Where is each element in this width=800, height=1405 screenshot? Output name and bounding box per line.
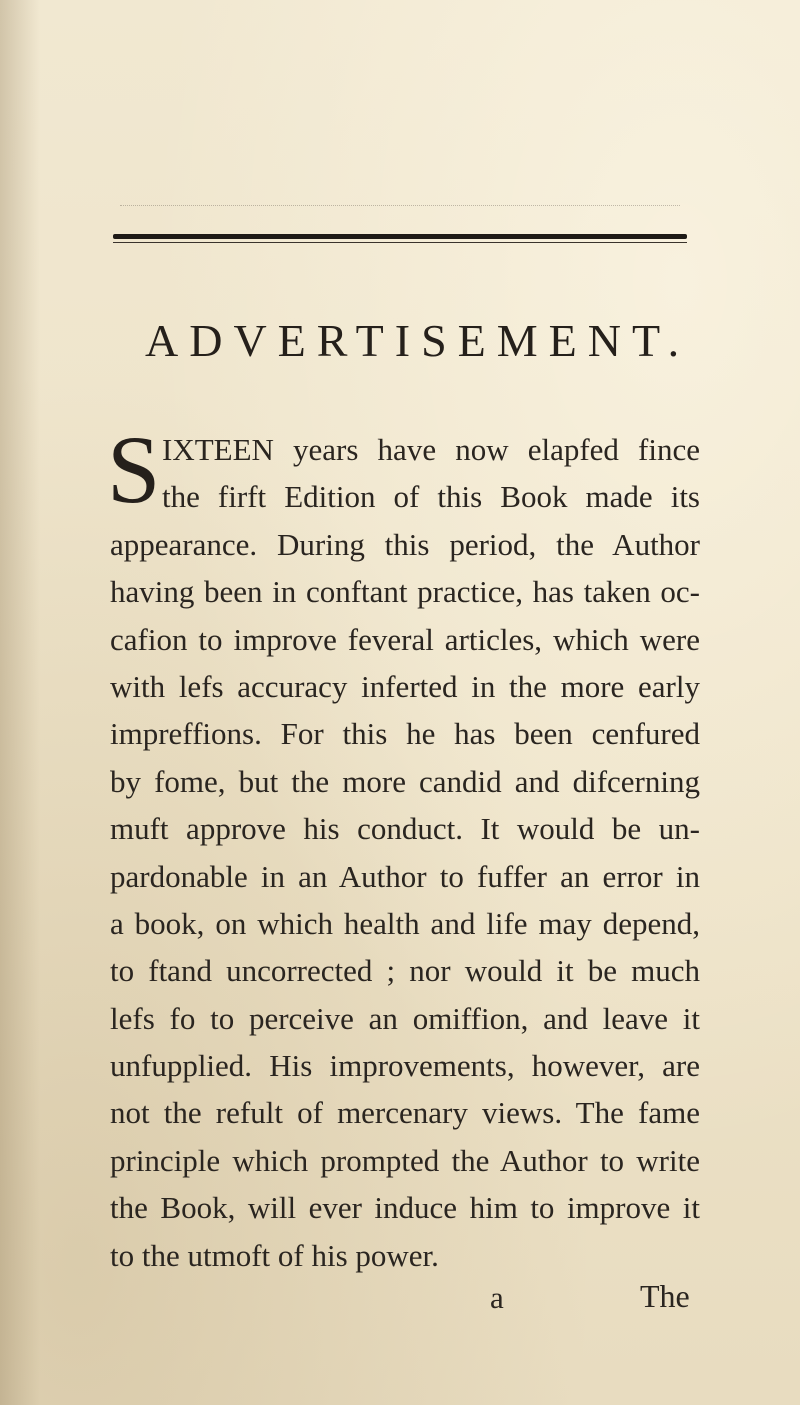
text-line: appearance. During this period, the Author	[110, 526, 700, 562]
text-line: the firft Edition of this Book made its	[162, 479, 700, 515]
text-line: to the utmoft of his power.	[110, 1237, 439, 1273]
head-rule-thick	[113, 234, 687, 239]
text-line: muft approve his conduct. It would be un-	[110, 811, 700, 847]
text-line: with lefs accuracy inferted in the more early	[110, 668, 700, 704]
signature-mark: a	[490, 1280, 504, 1315]
head-rule-thin	[113, 242, 687, 243]
advertisement-body	[107, 416, 700, 1279]
text-line: the Book, will ever induce him to improve it	[110, 1190, 700, 1226]
catchword: The	[640, 1278, 690, 1314]
text-line: a book, on which health and life may depend,	[110, 905, 700, 941]
text-line: not the refult of mercenary views. The fame	[110, 1095, 700, 1131]
text-line: having been in conftant practice, has taken oc-	[110, 574, 700, 610]
page-title: ADVERTISEMENT.	[145, 315, 691, 366]
text-line: pardonable in an Author to fuffer an error in	[110, 858, 700, 894]
text-line: principle which prompted the Author to write	[110, 1142, 700, 1178]
text-line: unfupplied. His improvements, however, are	[110, 1048, 700, 1084]
text-line: to ftand uncorrected ; nor would it be much	[110, 953, 700, 989]
text-line: impreffions. For this he has been cenfured	[110, 716, 700, 752]
show-through-text	[120, 185, 680, 206]
text-line: IXTEEN years have now elapfed fince	[162, 432, 700, 467]
binding-shadow	[0, 0, 40, 1405]
text-line: cafion to improve feveral articles, which were	[110, 621, 700, 657]
text-line: lefs fo to perceive an omiffion, and leave it	[110, 1000, 700, 1036]
text-line: by fome, but the more candid and difcerning	[110, 763, 700, 799]
drop-cap: S	[107, 416, 161, 523]
